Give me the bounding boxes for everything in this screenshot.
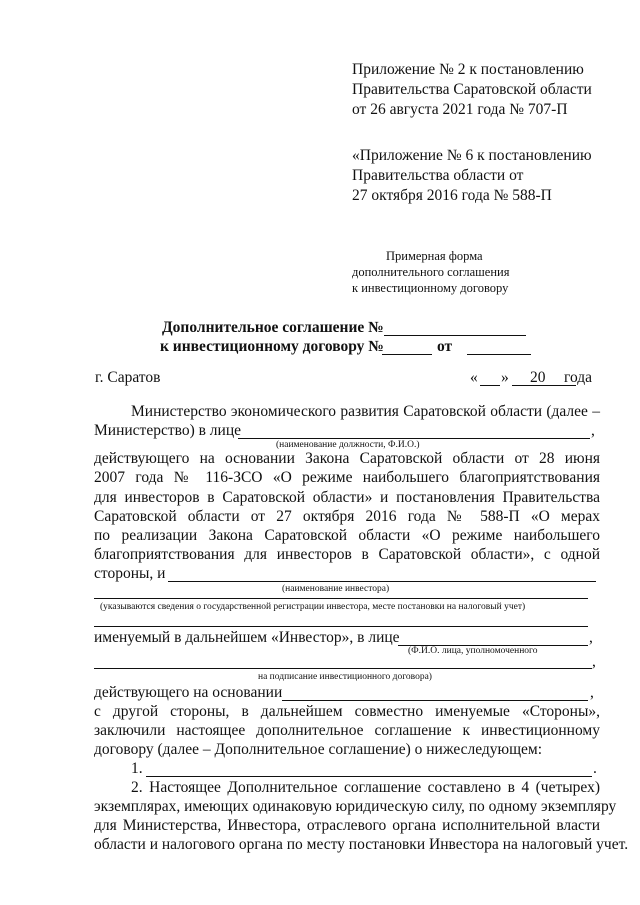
hint-investor: (наименование инвестора) bbox=[282, 584, 390, 594]
appendix-new bbox=[352, 60, 592, 120]
date-quote-open: « bbox=[470, 369, 478, 386]
registration-blank-2[interactable] bbox=[94, 626, 588, 627]
appendix-new-line2: Правительства Саратовской области bbox=[352, 81, 592, 98]
body-line-7: по реализации Закона Саратовской области «О режиме наибольшего bbox=[94, 527, 600, 544]
hint-position: (наименование должности, Ф.И.О.) bbox=[276, 440, 420, 450]
city: г. Саратов bbox=[95, 369, 161, 386]
comma: , bbox=[591, 422, 595, 439]
item-2-line-3: для Министерства, Инвестора, отраслевого органа исполнительной власти bbox=[94, 817, 600, 834]
appendix-old-line3: 27 октября 2016 года № 588-П bbox=[352, 187, 552, 204]
title-line1: Дополнительное соглашение № bbox=[162, 319, 384, 336]
appendix-old bbox=[352, 146, 592, 206]
body-line-5: для инвесторов в Саратовской области» и постановления Правительства bbox=[94, 489, 600, 506]
body-line-10: именуемый в дальнейшем «Инвестор», в лице bbox=[94, 629, 400, 646]
item-1: 1. bbox=[131, 760, 143, 777]
body-line-11: действующего на основании bbox=[94, 684, 283, 701]
item-2-line-2: экземплярах, имеющих одинаковую юридическую силу, по одному экземпляру bbox=[94, 798, 617, 815]
title-line2-a: к инвестиционному договору № bbox=[160, 338, 384, 355]
appendix-new-line1: Приложение № 2 к постановлению bbox=[352, 61, 584, 78]
position-fio-blank[interactable] bbox=[238, 438, 590, 439]
body-line-13: заключили настоящее дополнительное соглашение к инвестиционному bbox=[94, 722, 600, 739]
day-blank[interactable] bbox=[480, 385, 500, 386]
appendix-old-line2: Правительства области от bbox=[352, 167, 524, 184]
body-line-6: Саратовской области от 27 октября 2016 года № 588-П «О мерах bbox=[94, 508, 600, 525]
hint-fio: (Ф.И.О. лица, уполномоченного bbox=[408, 646, 538, 656]
year-blank[interactable] bbox=[547, 385, 559, 386]
comma-4: , bbox=[590, 684, 594, 701]
hint-registration: (указываются сведения о государственной регистрации инвестора, месте постановки на налоговый учет) bbox=[100, 602, 526, 612]
year-prefix: 20 bbox=[530, 369, 546, 386]
body-line-14: договору (далее – Дополнительное соглашение) о нижеследующем: bbox=[94, 741, 543, 758]
registration-blank[interactable] bbox=[94, 598, 588, 599]
body-line-9: стороны, и bbox=[94, 565, 166, 582]
appendix-old-line1: «Приложение № 6 к постановлению bbox=[352, 147, 592, 164]
year-suffix: года bbox=[564, 369, 593, 386]
appendix-new-line3: от 26 августа 2021 года № 707-П bbox=[352, 101, 568, 118]
form-note-line2: дополнительного соглашения bbox=[352, 265, 510, 279]
form-note-line3: к инвестиционному договору bbox=[352, 281, 509, 295]
item-2-line-4: области и налогового органа по месту постановки Инвестора на налоговый учет. bbox=[94, 836, 629, 853]
agreement-number-blank[interactable] bbox=[384, 335, 526, 336]
body-line-3: действующего на основании Закона Саратовской области от 28 июня bbox=[94, 450, 600, 467]
contract-date-blank[interactable] bbox=[467, 354, 531, 355]
body-line-8: благоприятствования для инвесторов в Саратовской области», с одной bbox=[94, 546, 600, 563]
form-note-line1: Примерная форма bbox=[386, 249, 483, 263]
contract-number-blank[interactable] bbox=[382, 354, 432, 355]
hint-signing: на подписание инвестиционного договора) bbox=[258, 672, 432, 682]
body-line-4: 2007 года № 116-ЗСО «О режиме наибольшего благоприятствования bbox=[94, 469, 600, 486]
comma-3: , bbox=[592, 653, 596, 670]
investor-name-blank[interactable] bbox=[168, 581, 596, 582]
title-line2-b: от bbox=[437, 338, 453, 355]
item-1-blank[interactable] bbox=[146, 776, 592, 777]
basis-blank[interactable] bbox=[282, 700, 588, 701]
comma-2: , bbox=[589, 629, 593, 646]
body-line-12: с другой стороны, в дальнейшем совместно именуемые «Стороны», bbox=[94, 703, 600, 720]
period: . bbox=[593, 760, 597, 777]
body-line-2: Министерство) в лице bbox=[94, 422, 242, 439]
body-line-1: Министерство экономического развития Саратовской области (далее – bbox=[131, 403, 600, 420]
date-quote-close: » bbox=[501, 369, 509, 386]
form-note bbox=[352, 248, 509, 296]
representative-blank-2[interactable] bbox=[94, 668, 592, 669]
item-2-line-1: 2. Настоящее Дополнительное соглашение составлено в 4 (четырех) bbox=[131, 779, 600, 796]
